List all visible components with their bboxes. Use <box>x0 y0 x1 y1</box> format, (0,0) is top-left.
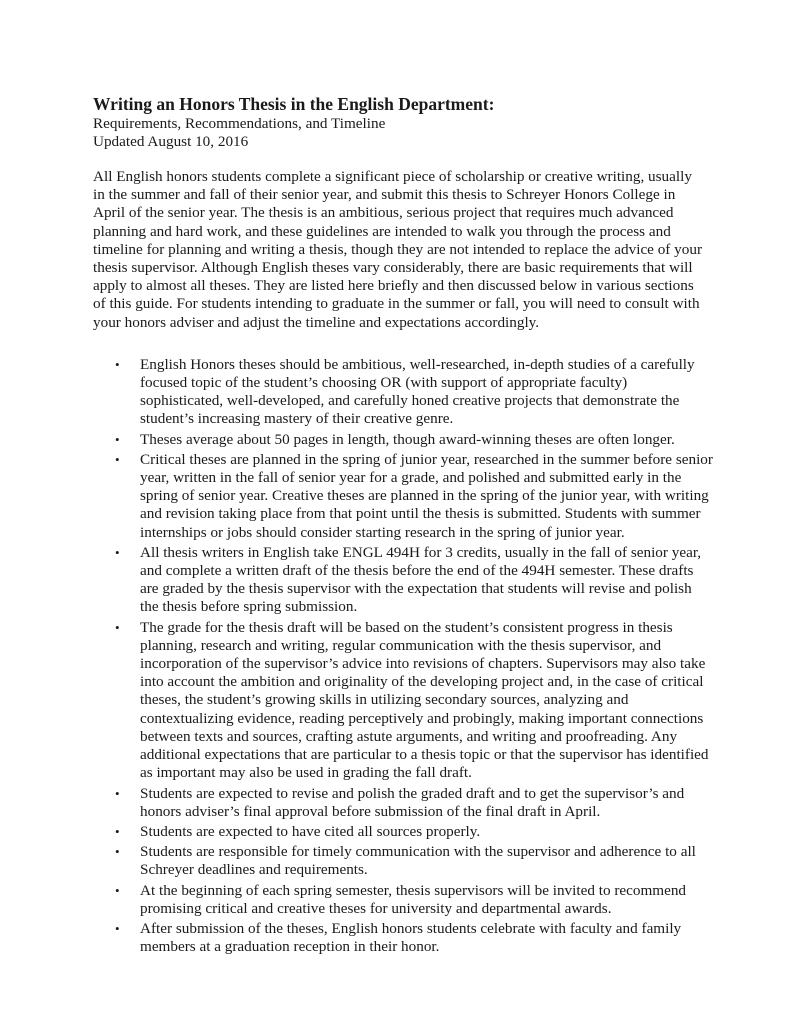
list-item <box>93 431 713 449</box>
bullet-icon: • <box>115 785 120 801</box>
list-item-text: At the beginning of each spring semester, thesis supervisors will be invited to recommend promising critical and creative theses for university and departmental awards. <box>140 881 687 917</box>
bullet-icon: • <box>115 431 120 447</box>
document-title: Writing an Honors Thesis in the English Department: <box>93 94 495 114</box>
requirements-list <box>93 356 713 957</box>
bullet-icon: • <box>115 356 120 372</box>
list-item <box>93 823 713 841</box>
document-updated-date: Updated August 10, 2016 <box>93 133 249 150</box>
bullet-icon: • <box>115 882 120 898</box>
bullet-icon: • <box>115 823 120 839</box>
list-item-text: Students are expected to revise and polish the graded draft and to get the supervisor’s and honors adviser’s final approval before submission of the final draft in April. <box>140 784 685 820</box>
list-item <box>93 544 713 617</box>
list-item <box>93 843 713 879</box>
bullet-icon: • <box>115 451 120 467</box>
list-item <box>93 920 713 956</box>
bullet-icon: • <box>115 920 120 936</box>
list-item-text: All thesis writers in English take ENGL 494H for 3 credits, usually in the fall of senior year, and complete a written draft of the thesis before the end of the 494H semester. These drafts are graded by the thesis supervisor with the expectation that students will revise and polish the thesis before spring submission. <box>140 543 702 616</box>
list-item <box>93 882 713 918</box>
bullet-icon: • <box>115 619 120 635</box>
list-item-text: English Honors theses should be ambitious, well-researched, in-depth studies of a carefully focused topic of the student’s choosing OR (with support of appropriate faculty) sophisticated, well-developed, and carefully honed creative projects that demonstrate the student’s increasing mastery of their creative genre. <box>140 355 695 428</box>
list-item <box>93 451 713 542</box>
list-item-text: Students are expected to have cited all sources properly. <box>140 822 481 840</box>
list-item-text: Critical theses are planned in the spring of junior year, researched in the summer before senior year, written in the fall of senior year for a grade, and polished and submitted early in the spring of senior year. Creative theses are planned in the spring of the junior year, with writing and revision taking place from that point until the thesis is submitted. Students with summer internships or jobs should consider starting research in the spring of junior year. <box>140 450 713 541</box>
list-item-text: The grade for the thesis draft will be based on the student’s consistent progress in thesis planning, research and writing, regular communication with the thesis supervisor, and incorporation of the supervisor’s advice into revisions of chapters. Supervisors may also take into account the ambition and originality of the developing project and, in the case of critical theses, the student’s growing skills in utilizing secondary sources, analyzing and contextualizing evidence, reading perceptively and probingly, making important connections between texts and sources, crafting astute arguments, and writing and proofreading. Any additional expectations that are particular to a thesis topic or that the supervisor has identified as important may also be used in grading the fall draft. <box>140 618 709 782</box>
intro-paragraph: All English honors students complete a significant piece of scholarship or creative writing, usually in the summer and fall of their senior year, and submit this thesis to Schreyer Honors College in April of the senior year. The thesis is an ambitious, serious project that requires much advanced planning and hard work, and these guidelines are intended to walk you through the process and timeline for planning and writing a thesis, though they are not intended to replace the advice of your thesis supervisor. Although English theses vary considerably, there are basic requirements that will apply to almost all theses. They are listed here briefly and then discussed below in various sections of this guide. For students intending to graduate in the summer or fall, you will need to consult with your honors adviser and adjust the timeline and expectations accordingly. <box>93 168 703 331</box>
list-item <box>93 785 713 821</box>
bullet-icon: • <box>115 844 120 860</box>
list-item-text: Theses average about 50 pages in length, though award-winning theses are often longer. <box>140 430 675 448</box>
list-item <box>93 356 713 429</box>
document-subtitle: Requirements, Recommendations, and Timeline <box>93 115 386 132</box>
list-item <box>93 619 713 783</box>
list-item-text: Students are responsible for timely communication with the supervisor and adherence to all Schreyer deadlines and requirements. <box>140 843 696 879</box>
bullet-icon: • <box>115 544 120 560</box>
document-page <box>93 93 713 958</box>
list-item-text: After submission of the theses, English honors students celebrate with faculty and family members at a graduation reception in their honor. <box>140 919 682 956</box>
